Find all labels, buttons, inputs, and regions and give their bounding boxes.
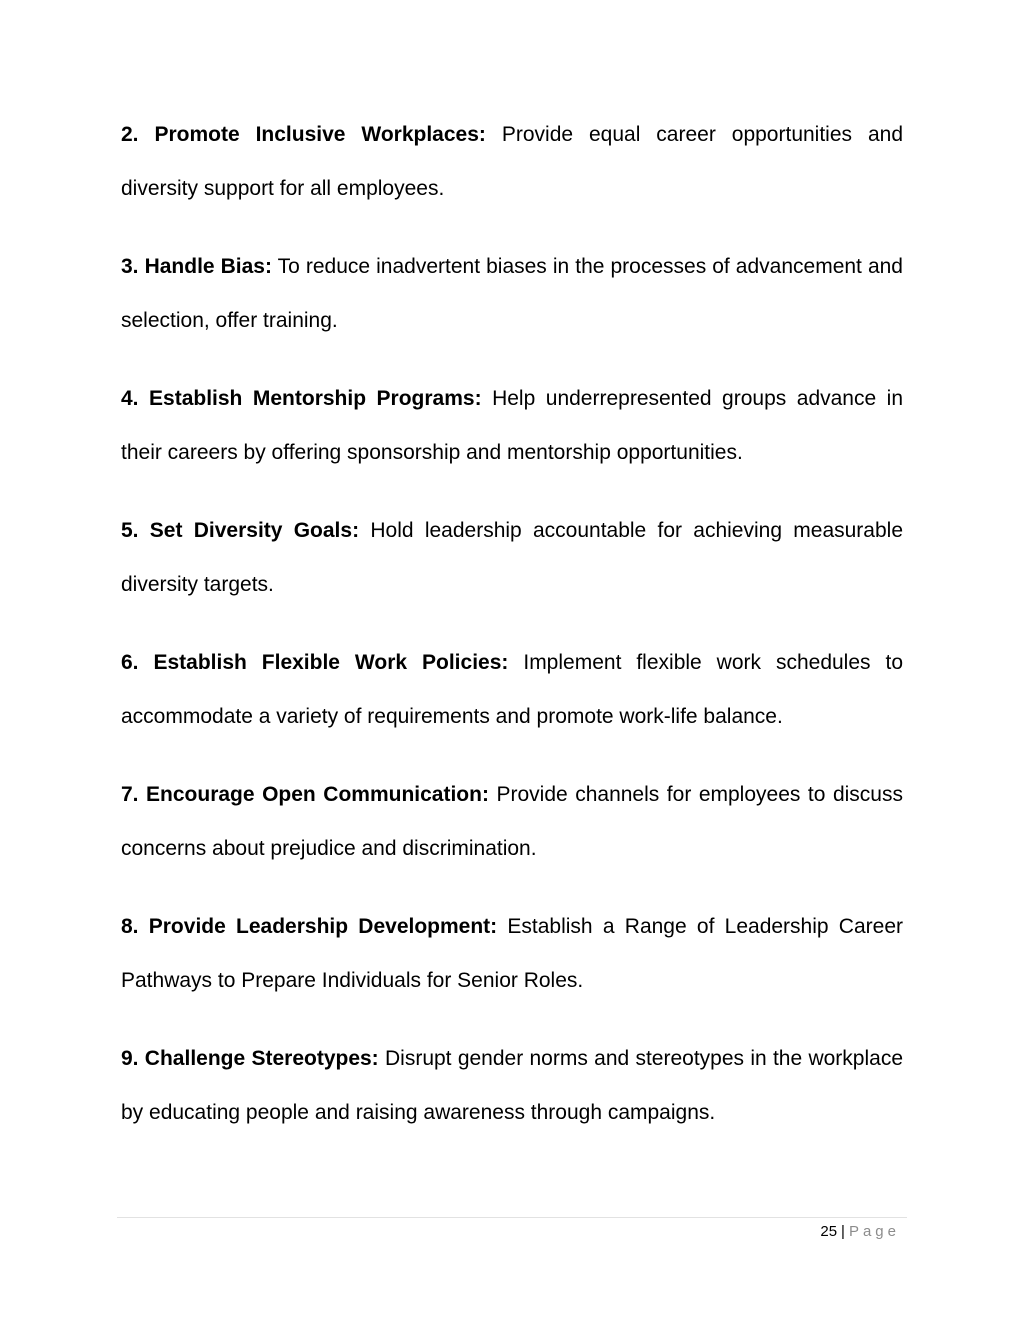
item-text: Provide channels for employees to discuss concerns about prejudice and discrimination.: [121, 783, 903, 860]
item-text: Implement flexible work schedules to accommodate a variety of requirements and promote work-life balance.: [121, 651, 903, 728]
footer-separator: |: [841, 1223, 845, 1240]
list-item: [121, 768, 903, 876]
page-footer: [820, 1221, 900, 1243]
list-item: [121, 108, 903, 216]
list-item: [121, 636, 903, 744]
item-label: 5. Set Diversity Goals:: [121, 519, 360, 542]
item-text: Provide equal career opportunities and diversity support for all employees.: [121, 123, 903, 200]
item-label: 9. Challenge Stereotypes:: [121, 1047, 379, 1070]
item-label: 3. Handle Bias:: [121, 255, 272, 278]
item-text: Hold leadership accountable for achieving measurable diversity targets.: [121, 519, 904, 596]
page-word: Page: [848, 1223, 900, 1240]
item-text: Establish a Range of Leadership Career Pathways to Prepare Individuals for Senior Roles.: [121, 915, 903, 992]
list-item: [121, 900, 903, 1008]
list-item: [121, 240, 903, 348]
item-label: 7. Encourage Open Communication:: [121, 783, 489, 806]
recommendations-list: [121, 108, 903, 1164]
item-label: 8. Provide Leadership Development:: [121, 915, 498, 938]
item-text: Help underrepresented groups advance in their careers by offering sponsorship and mentorship opportunities.: [121, 387, 903, 464]
item-label: 2. Promote Inclusive Workplaces:: [121, 123, 486, 146]
item-text: To reduce inadvertent biases in the processes of advancement and selection, offer training.: [121, 255, 903, 332]
page-number: 25: [820, 1223, 838, 1240]
item-text: Disrupt gender norms and stereotypes in the workplace by educating people and raising awareness through campaigns.: [121, 1047, 904, 1124]
list-item: [121, 372, 903, 480]
item-label: 4. Establish Mentorship Programs:: [121, 387, 482, 410]
footer-divider: [117, 1217, 907, 1218]
item-label: 6. Establish Flexible Work Policies:: [121, 651, 509, 674]
list-item: [121, 504, 903, 612]
list-item: [121, 1032, 903, 1140]
